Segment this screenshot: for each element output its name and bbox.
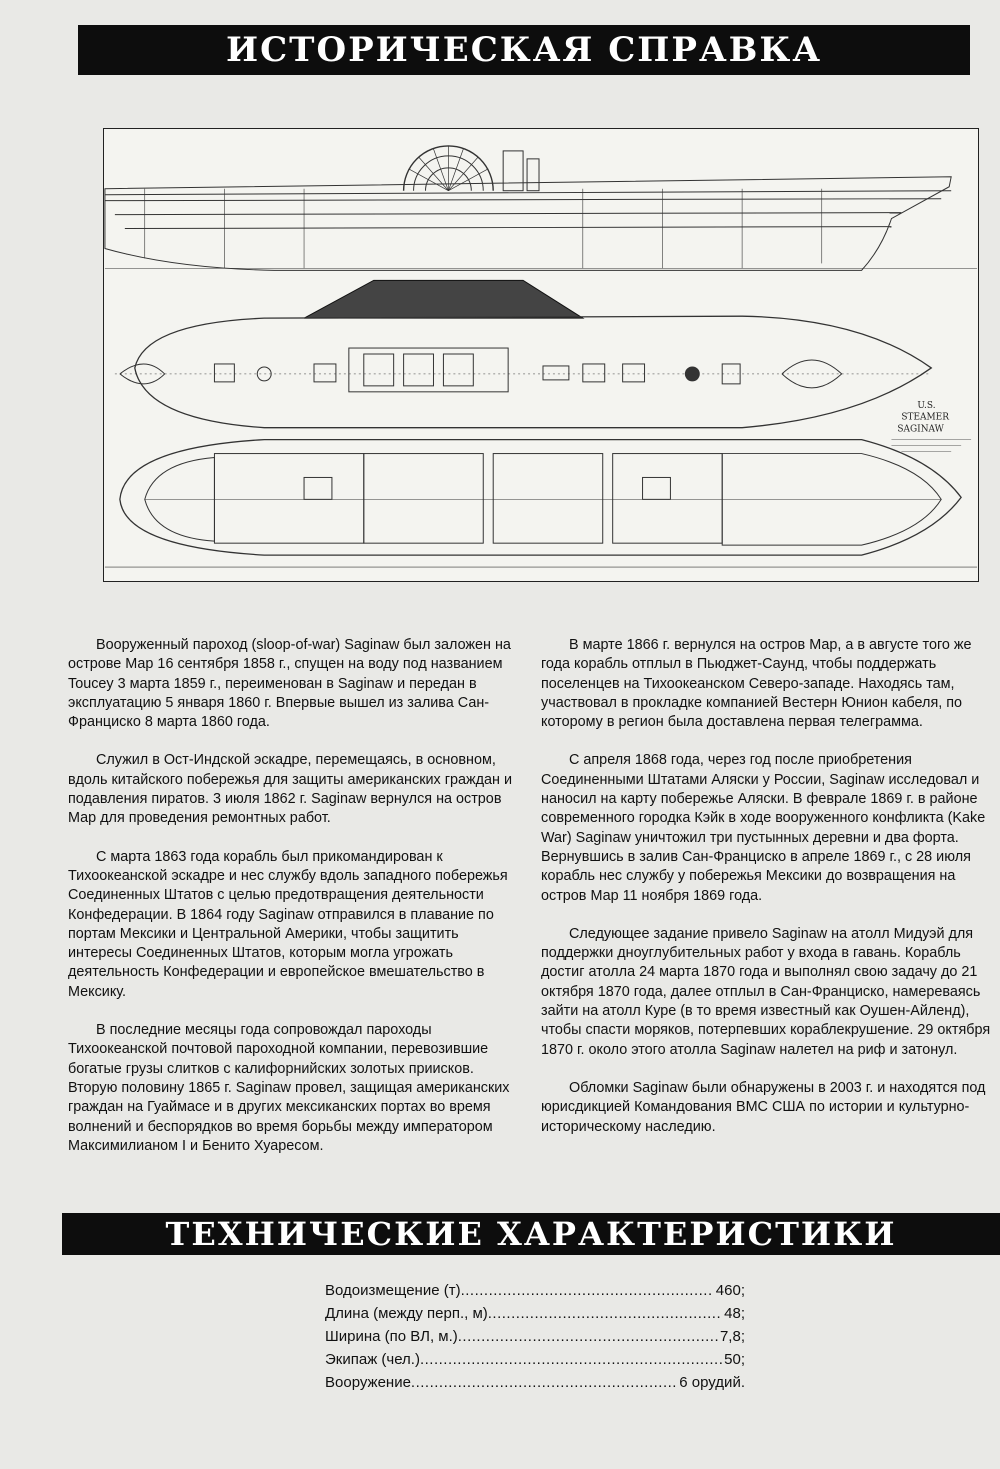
text-column-right bbox=[541, 636, 996, 1156]
paragraph: В марте 1866 г. вернулся на остров Мар, а в августе того же года корабль отплыл в Пьюджет-Саунд, чтобы поддержать поселенцев на Тихоокеанском Северо-западе. Находясь там, участвовал в прокладке компанией Вестерн Юнион кабеля, по которому в регион была доставлена первая телеграмма. bbox=[541, 637, 972, 731]
spec-value: 48; bbox=[724, 1305, 745, 1322]
ship-plan-drawing bbox=[103, 128, 979, 582]
spec-label: Водоизмещение (т) bbox=[325, 1282, 461, 1299]
drawing-label-line: SAGINAW bbox=[897, 424, 944, 435]
drawing-label-line: U.S. bbox=[917, 400, 936, 411]
spec-label: Экипаж (чел.) bbox=[325, 1351, 420, 1368]
spec-row-armament bbox=[325, 1371, 745, 1394]
deck-plan bbox=[135, 316, 931, 428]
paragraph: В последние месяцы года сопровождал пароходы Тихоокеанской почтовой пароходной компании, перевозившие богатые грузы слитков с калифорнийских золотых приисков. Вторую половину 1865 г. Saginaw провел, защищая американских граждан на Гуаймасе и в других мексиканских портах во время волнений и беспорядков во время борьбы между императором Максимилианом I и Бенито Хуаресом. bbox=[68, 1022, 510, 1154]
spec-row-crew bbox=[325, 1348, 745, 1371]
drawing-label-line: STEAMER bbox=[901, 412, 949, 423]
leader-dots bbox=[461, 1279, 714, 1302]
section-title-specs: ТЕХНИЧЕСКИЕ ХАРАКТЕРИСТИКИ bbox=[62, 1213, 1000, 1255]
paragraph: Служил в Ост-Индской эскадре, перемещаясь, в основном, вдоль китайского побережья для защиты американских граждан и подавления пиратов. 3 июля 1862 г. Saginaw вернулся на остров Мар для проведения ремонтных работ. bbox=[68, 752, 512, 827]
paragraph: С марта 1863 года корабль был прикомандирован к Тихоокеанской эскадре и нес службу вдоль западного побережья Соединенных Штатов с целью предотвращения деятельности Конфедерации. В 1864 году Saginaw отправился в плавание по портам Мексики и Центральной Америки, чтобы защитить интересы Соединенных Штатов, которым могла угрожать деятельность Конфедерации и европейское вмешательство в Мексику. bbox=[68, 848, 508, 1000]
paragraph: Вооруженный пароход (sloop-of-war) Saginaw был заложен на острове Мар 16 сентября 1858 г., спущен на воду под названием Toucey 3 марта 1859 г., переименован в Saginaw и передан в эксплуатацию 5 января 1860 г. Впервые вышел из залива Сан-Франциско 8 марта 1860 года. bbox=[68, 637, 511, 731]
spec-label: Вооружение bbox=[325, 1374, 411, 1391]
spec-row-beam bbox=[325, 1325, 745, 1348]
leader-dots bbox=[458, 1325, 718, 1348]
lower-deck-plan bbox=[120, 440, 961, 555]
specs-list bbox=[325, 1279, 745, 1394]
spec-value: 7,8; bbox=[719, 1328, 745, 1345]
spec-label: Ширина (по ВЛ, м.) bbox=[325, 1328, 458, 1345]
leader-dots bbox=[411, 1371, 677, 1394]
spec-label: Длина (между перп., м) bbox=[325, 1305, 488, 1322]
ship-plan-svg bbox=[104, 129, 978, 581]
spec-value: 6 орудий. bbox=[679, 1374, 745, 1391]
spec-value: 460; bbox=[715, 1282, 745, 1299]
paragraph: Следующее задание привело Saginaw на атолл Мидуэй для поддержки дноуглубительных работ у входа в гавань. Корабль достиг атолла 24 марта 1870 года и выполнял свою задачу до 21 октября 1870 года, далее отплыл в Сан-Франциско, намереваясь зайти на атолл Куре (в то время известный как Оушен-Айленд), чтобы спасти моряков, потерпевших кораблекрушение. 29 октября 1870 г. около этого атолла Saginaw налетел на риф и затонул. bbox=[541, 925, 991, 1058]
spec-row-displacement bbox=[325, 1279, 745, 1302]
leader-dots bbox=[420, 1348, 722, 1371]
spec-value: 50; bbox=[724, 1351, 745, 1368]
spec-row-length bbox=[325, 1302, 745, 1325]
text-column-left bbox=[68, 636, 518, 1175]
leader-dots bbox=[488, 1302, 722, 1325]
paragraph: Обломки Saginaw были обнаружены в 2003 г. и находятся под юрисдикцией Командования ВМС США по истории и культурно-историческому наследию. bbox=[541, 1079, 986, 1135]
paragraph: С апреля 1868 года, через год после приобретения Соединенными Штатами Аляски у России, Saginaw исследовал и наносил на карту побережье Аляски. В феврале 1869 г. в районе современного городка Кэйк в ходе вооруженного конфликта (Kake War) Saginaw уничтожил три пустынных деревни и два форта. Вернувшись в залив Сан-Франциско в апреле 1869 г., с 28 июля корабль нес службу у побережья Мексики до возвращения на остров Мар 11 ноября 1869 года. bbox=[541, 752, 986, 904]
section-title-historical: ИСТОРИЧЕСКАЯ СПРАВКА bbox=[78, 25, 970, 75]
